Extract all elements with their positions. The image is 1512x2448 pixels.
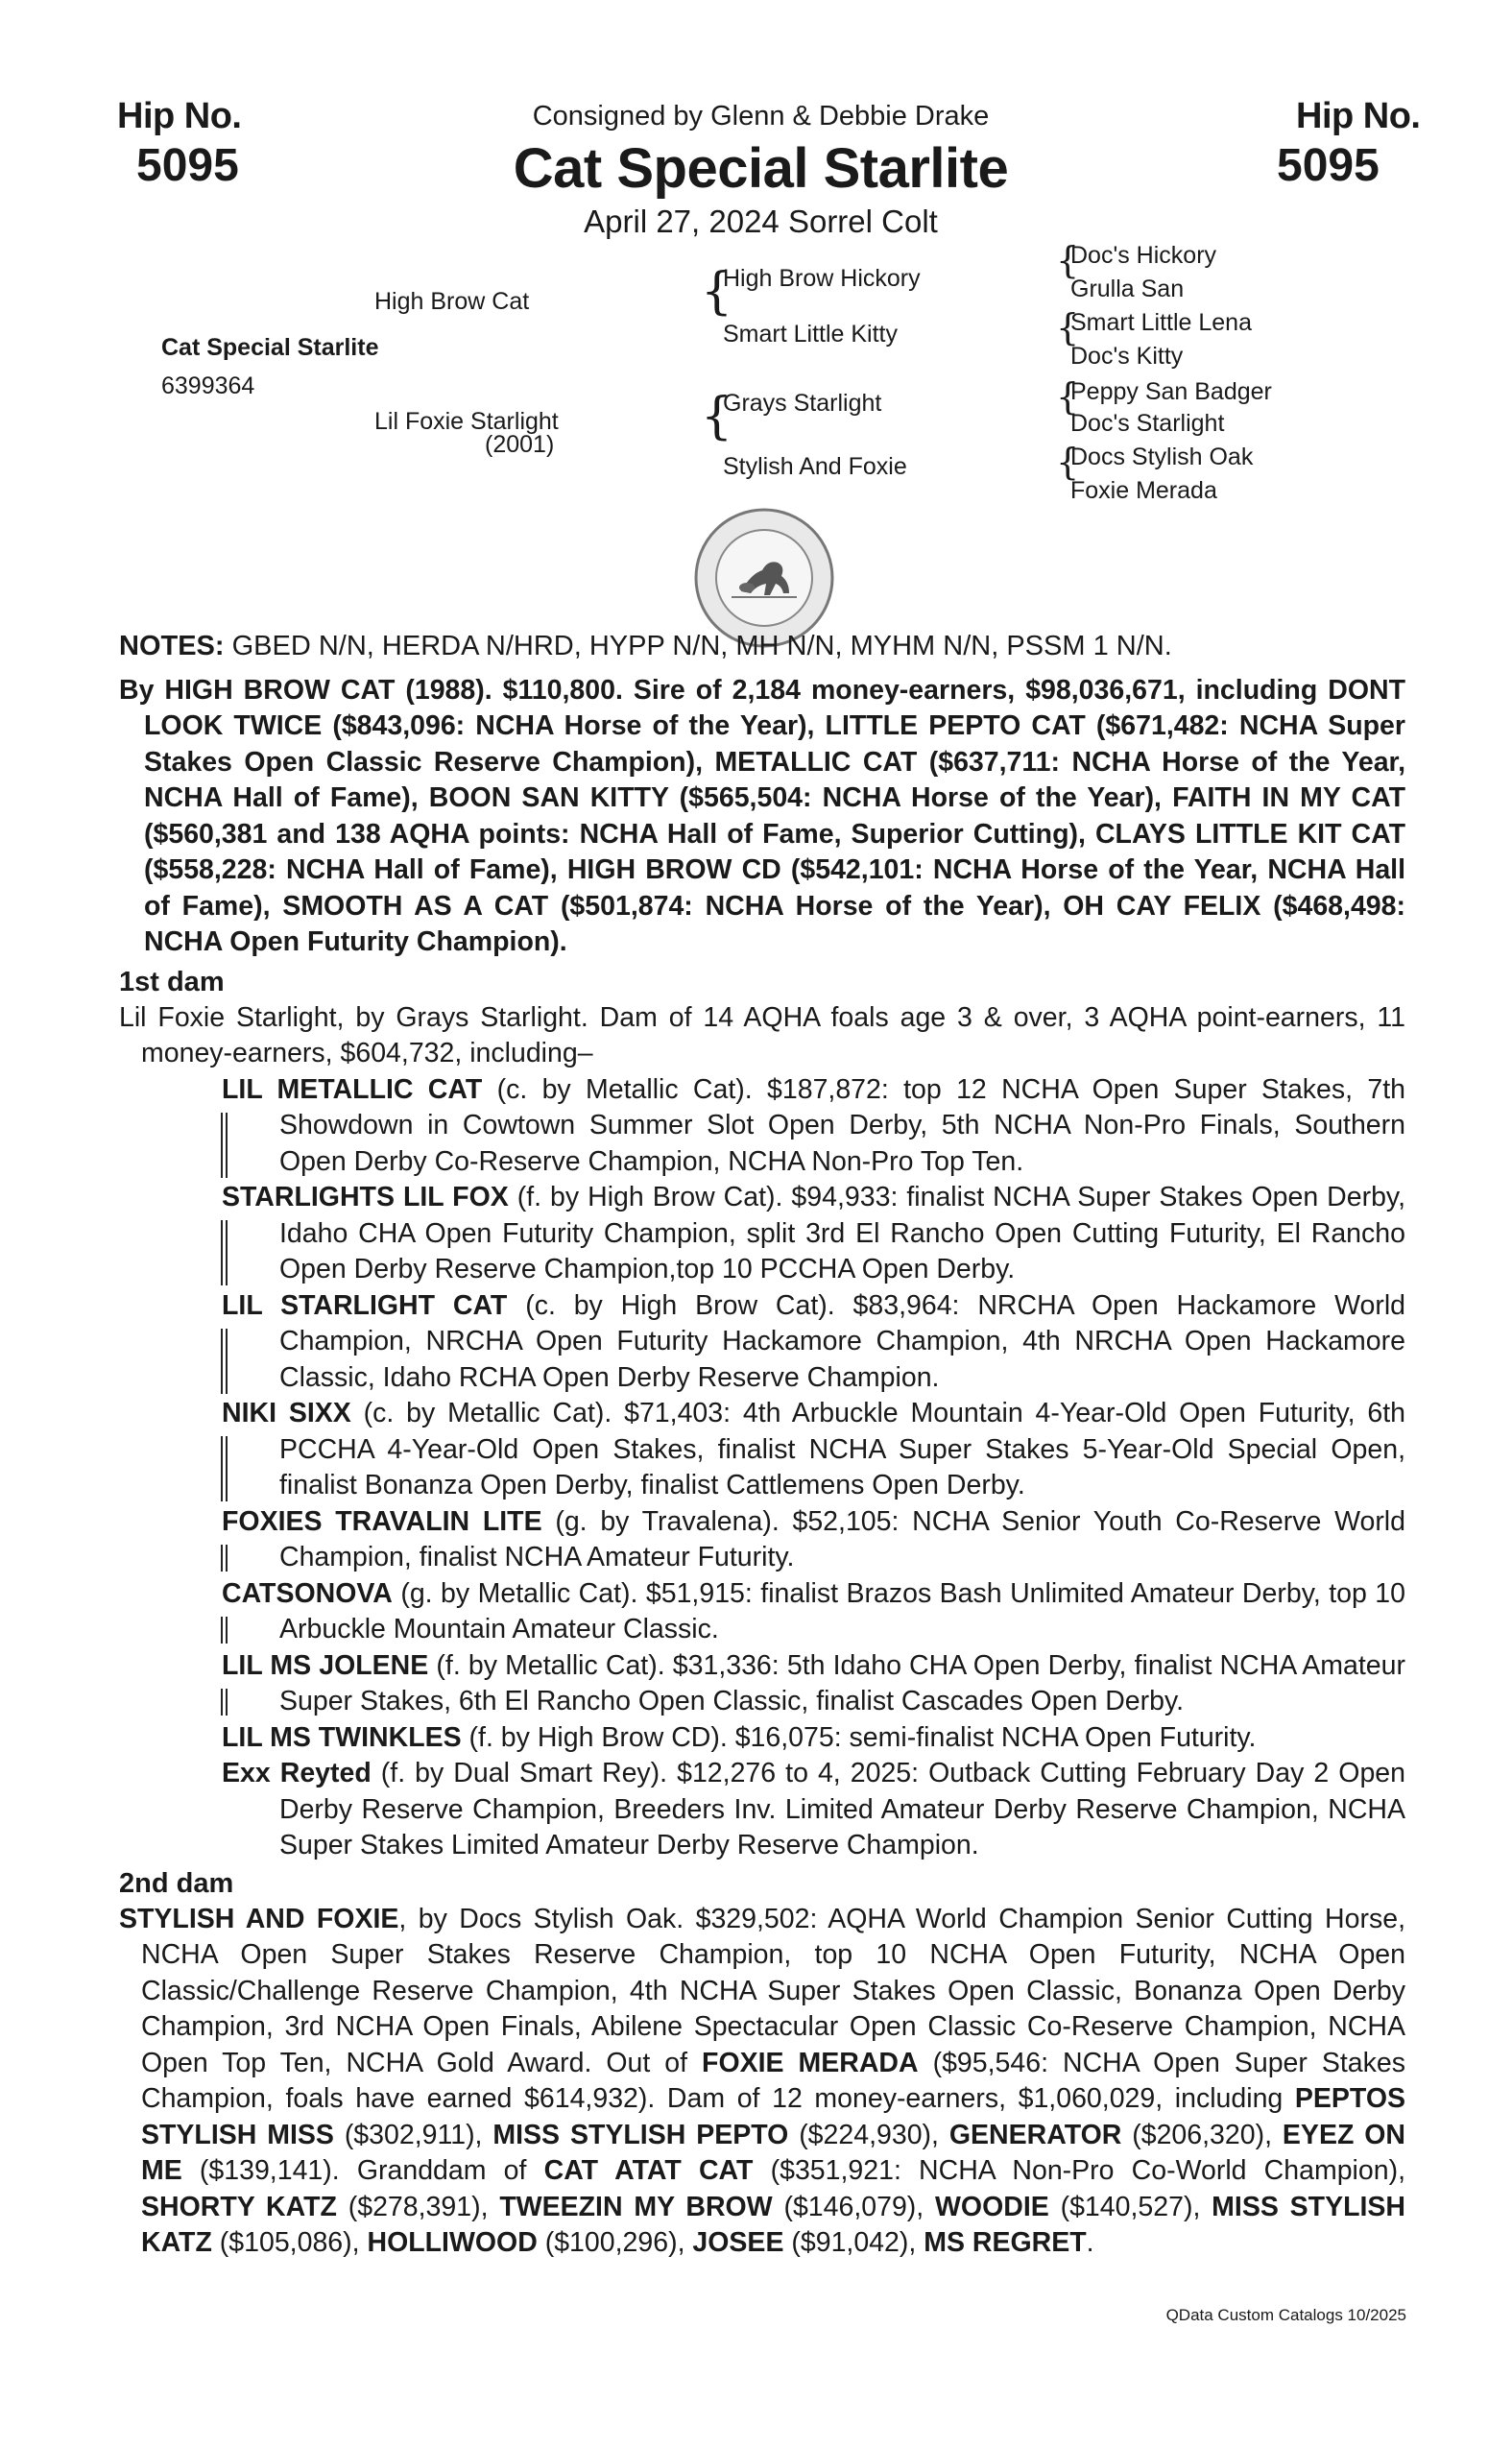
pedigree-dam-sire: Grays Starlight: [723, 390, 882, 417]
pedigree-g3-3: Smart Little Lena: [1070, 309, 1252, 336]
produce-list: [119, 1072, 1405, 1864]
notes-line: [119, 629, 1405, 665]
produce-name: LIL MS JOLENE: [222, 1649, 429, 1681]
brace-g3-1: {: [1056, 239, 1080, 281]
produce-name: Exx Reyted: [222, 1758, 372, 1788]
first-dam-heading: 1st dam: [119, 966, 225, 997]
brace-g3-2: {: [1056, 306, 1080, 348]
produce-text: (g. by Travalena). $52,105: NCHA Senior Youth Co-Reserve World Champion, finalist NCHA Amateur Futurity.: [279, 1505, 1405, 1572]
produce-item: [119, 1576, 1405, 1648]
pedigree-subject-name: Cat Special Starlite: [161, 334, 379, 361]
produce-text: (g. by Metallic Cat). $51,915: finalist Brazos Bash Unlimited Amateur Derby, top 10 Arbuckle Mountain Amateur Classic.: [279, 1577, 1405, 1644]
produce-text: (f. by Dual Smart Rey). $12,276 to 4, 2025: Outback Cutting February Day 2 Open Derby Reserve Champion, Breeders Inv. Limited Amateur Derby Reserve Champion, NCHA Super Stakes Limited Amateur Derby Reserve Champion.: [279, 1758, 1405, 1860]
produce-item: [119, 1288, 1405, 1397]
horse-title: Cat Special Starlite: [513, 137, 1009, 200]
pedigree-g3-4: Doc's Kitty: [1070, 343, 1184, 370]
notes-text: GBED N/N, HERDA N/HRD, HYPP N/N, MH N/N, MYHM N/N, PSSM 1 N/N.: [224, 631, 1172, 661]
ncha-logo: [693, 507, 835, 649]
produce-text: (f. by High Brow CD). $16,075: semi-finalist NCHA Open Futurity.: [461, 1721, 1257, 1753]
brace-g3-3: {: [1056, 375, 1080, 418]
pedigree-g3-5: Peppy San Badger: [1070, 378, 1272, 405]
foaling-line: April 27, 2024 Sorrel Colt: [584, 204, 938, 239]
produce-name: CATSONOVA: [222, 1577, 393, 1609]
pedigree-subject-reg: 6399364: [161, 372, 255, 399]
catalog-body: [119, 629, 1405, 2262]
produce-text: (c. by Metallic Cat). $71,403: 4th Arbuckle Mountain 4-Year-Old Open Futurity, 6th PCCHA 4-Year-Old Open Stakes, finalist NCHA Super Stakes 5-Year-Old Special Open, finalist Bonanza Open Derby, finalist Cattlemens Open Derby.: [279, 1398, 1405, 1500]
pedigree-g3-6: Doc's Starlight: [1070, 410, 1225, 437]
produce-item: [119, 1396, 1405, 1504]
hip-label-right: Hip No.: [1296, 96, 1421, 136]
produce-text: (c. by Metallic Cat). $187,872: top 12 NCHA Open Super Stakes, 7th Showdown in Cowtown Summer Slot Open Derby, 5th NCHA Non-Pro Finals, Southern Open Derby Co-Reserve Champion, NCHA Non-Pro Top Ten.: [279, 1073, 1405, 1177]
produce-name: STARLIGHTS LIL FOX: [222, 1182, 509, 1212]
consignor-line: Consigned by Glenn & Debbie Drake: [532, 101, 990, 132]
pedigree-dam-year: (2001): [485, 431, 555, 458]
produce-item: [119, 1756, 1405, 1864]
produce-item: [119, 1180, 1405, 1288]
footer-credit: QData Custom Catalogs 10/2025: [1165, 2306, 1406, 2324]
hip-label-left: Hip No.: [117, 96, 242, 136]
pedigree-dam: Lil Foxie Starlight: [374, 408, 559, 435]
pedigree-sire-sire: High Brow Hickory: [723, 265, 921, 292]
produce-item: [119, 1720, 1405, 1757]
pedigree-sire: High Brow Cat: [374, 288, 530, 315]
brace-sire: {: [701, 263, 733, 321]
second-dam-name: STYLISH AND FOXIE: [119, 1903, 399, 1934]
hip-number-right: 5095: [1277, 140, 1380, 191]
produce-name: LIL MS TWINKLES: [222, 1721, 462, 1753]
pedigree-dam-dam: Stylish And Foxie: [723, 453, 907, 480]
pedigree-g3-2: Grulla San: [1070, 276, 1185, 302]
second-dam-paragraph: STYLISH AND FOXIE, by Docs Stylish Oak. $329,502: AQHA World Champion Senior Cutting Horse, NCHA Open Super Stakes Reserve Champion, top 10 NCHA Open Futurity, NCHA Open Classic/Challenge Reserve Champion, 4th NCHA Super Stakes Open Classic, Bonanza Open Derby Champion, 3rd NCHA Open Finals, Abilene Spectacular Open Classic Co-Reserve Champion, NCHA Open Top Ten, NCHA Gold Award. Out of FOXIE MERADA ($95,546: NCHA Open Super Stakes Champion, foals have earned $614,932). Dam of 12 money-earners, $1,060,029, including PEPTOS STYLISH MISS ($302,911), MISS STYLISH PEPTO ($224,930), GENERATOR ($206,320), EYEZ ON ME ($139,141). Granddam of CAT ATAT CAT ($351,921: NCHA Non-Pro Co-World Champion), SHORTY KATZ ($278,391), TWEEZIN MY BROW ($146,079), WOODIE ($140,527), MISS STYLISH KATZ ($105,086), HOLLIWOOD ($100,296), JOSEE ($91,042), MS REGRET.: [119, 1903, 1406, 2258]
pedigree-g3-7: Docs Stylish Oak: [1070, 444, 1254, 470]
hip-number-left: 5095: [136, 140, 239, 191]
produce-text: (f. by High Brow Cat). $94,933: finalist NCHA Super Stakes Open Derby, Idaho CHA Open Futurity Champion, split 3rd El Rancho Open Cutting Futurity, El Rancho Open Derby Reserve Champion,top 10 PCCHA Open Derby.: [279, 1182, 1405, 1284]
second-dam-heading: 2nd dam: [119, 1867, 234, 1899]
produce-name: FOXIES TRAVALIN LITE: [222, 1505, 542, 1537]
produce-text: (c. by High Brow Cat). $83,964: NRCHA Open Hackamore World Champion, NRCHA Open Futurity Hackamore Champion, 4th NRCHA Open Hackamore Classic, Idaho RCHA Open Derby Reserve Champion.: [279, 1289, 1405, 1393]
pedigree-sire-dam: Smart Little Kitty: [723, 321, 898, 348]
produce-name: LIL STARLIGHT CAT: [222, 1289, 508, 1321]
produce-item: [119, 1648, 1405, 1720]
produce-text: (f. by Metallic Cat). $31,336: 5th Idaho CHA Open Derby, finalist NCHA Amateur Super Stakes, 6th El Rancho Open Classic, finalist Cascades Open Derby.: [279, 1649, 1405, 1716]
produce-name: LIL METALLIC CAT: [222, 1073, 483, 1105]
third-dam-name: FOXIE MERADA: [702, 2047, 919, 2078]
first-dam-intro: Lil Foxie Starlight, by Grays Starlight. Dam of 14 AQHA foals age 3 & over, 3 AQHA point-earners, 11 money-earners, $604,732, including–: [119, 1001, 1405, 1068]
pedigree-g3-1: Doc's Hickory: [1070, 242, 1217, 269]
notes-label: NOTES:: [119, 631, 225, 661]
produce-name: NIKI SIXX: [222, 1398, 351, 1428]
sire-paragraph: By HIGH BROW CAT (1988). $110,800. Sire of 2,184 money-earners, $98,036,671, including DONT LOOK TWICE ($843,096: NCHA Horse of the Year), LITTLE PEPTO CAT ($671,482: NCHA Super Stakes Open Classic Reserve Champion), METALLIC CAT ($637,711: NCHA Horse of the Year, NCHA Hall of Fame), BOON SAN KITTY ($565,504: NCHA Horse of the Year), FAITH IN MY CAT ($560,381 and 138 AQHA points: NCHA Hall of Fame, Superior Cutting), CLAYS LITTLE KIT CAT ($558,228: NCHA Hall of Fame), HIGH BROW CD ($542,101: NCHA Horse of the Year, NCHA Hall of Fame), SMOOTH AS A CAT ($501,874: NCHA Horse of the Year), OH CAY FELIX ($468,498: NCHA Open Futurity Champion).: [119, 674, 1405, 957]
brace-g3-4: {: [1056, 441, 1080, 483]
brace-dam: {: [701, 388, 733, 445]
produce-item: [119, 1072, 1405, 1181]
produce-item: [119, 1504, 1405, 1576]
pedigree-g3-8: Foxie Merada: [1070, 477, 1217, 504]
